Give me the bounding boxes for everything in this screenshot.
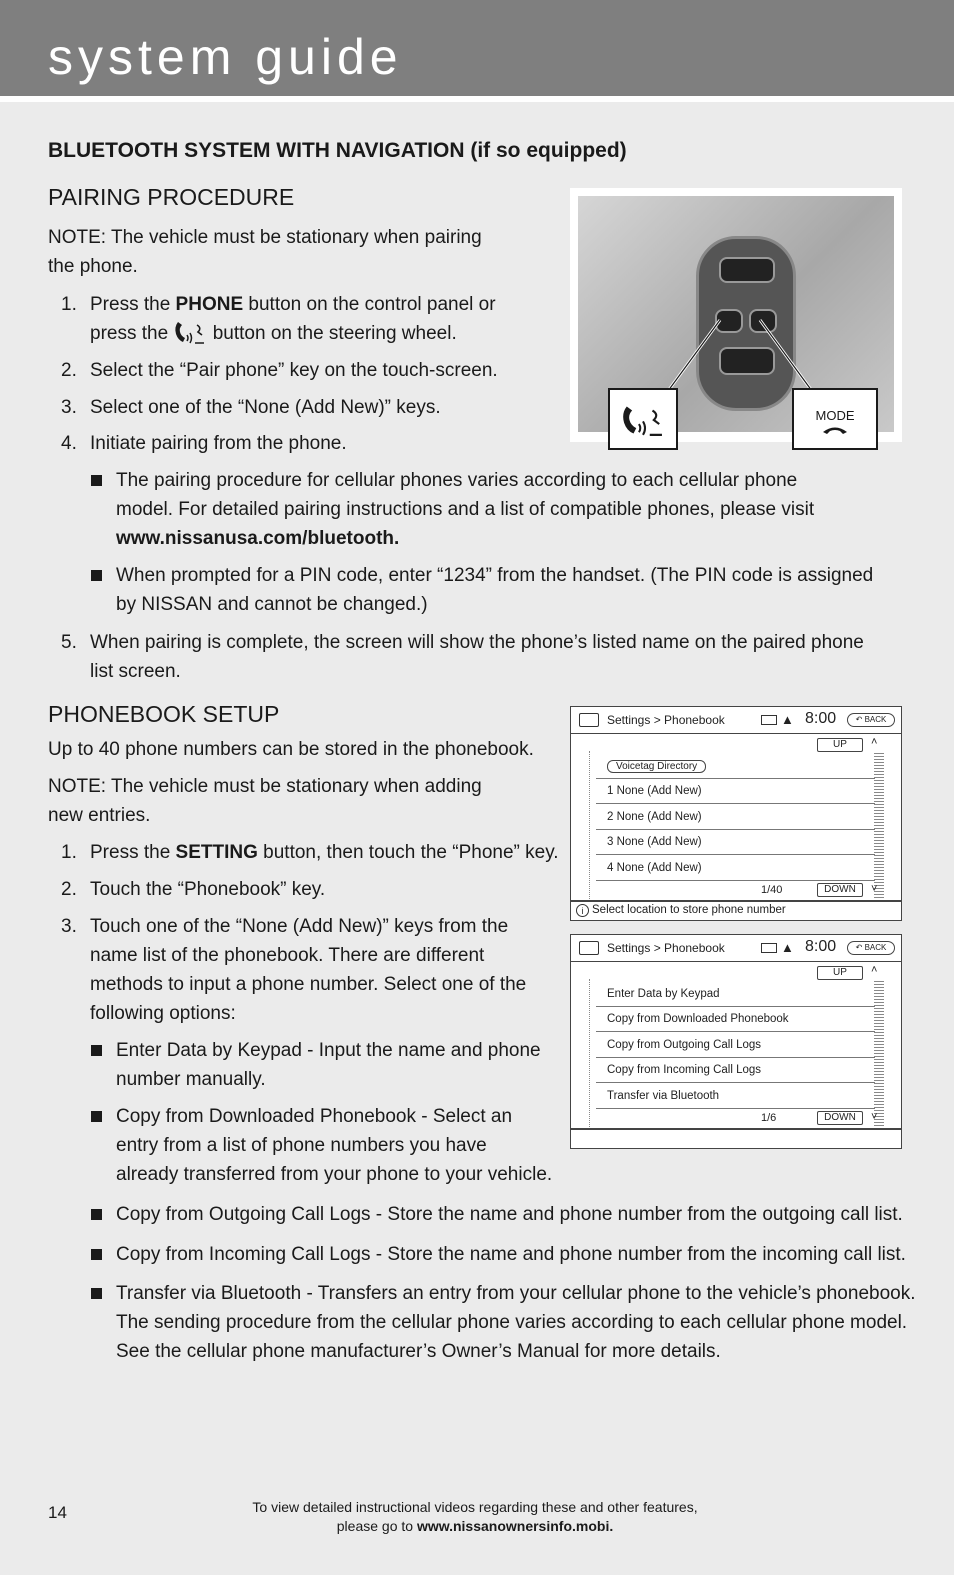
phone-voice-icon: [620, 400, 666, 440]
phonebook-step-3-l1: Touch one of the “None (Add New)” keys from the: [90, 916, 509, 937]
bullet-marker: [91, 1045, 102, 1056]
header-divider: [0, 96, 954, 102]
signal-icon: ▲: [781, 940, 794, 955]
down-chevron-icon[interactable]: ˅: [871, 883, 878, 895]
phonebook-title: PHONEBOOK SETUP: [48, 701, 280, 727]
option-2-l2: entry from a list of phone numbers you have: [116, 1135, 487, 1156]
pairing-num-5: 5.: [61, 632, 77, 653]
step1-text-a: Press the: [90, 294, 176, 315]
footer-note: [240, 1498, 710, 1536]
screen-2-left-scale: [576, 979, 590, 1129]
screen-1-left-scale: [576, 751, 590, 901]
screen-1-status-bar: [571, 707, 901, 734]
step1-text-d: button on the steering wheel.: [212, 323, 457, 344]
screen-1-breadcrumb: Settings > Phonebook: [607, 713, 725, 727]
owners-info-link[interactable]: www.nissanownersinfo.mobi.: [416, 1518, 614, 1534]
talk-callout: [608, 388, 678, 450]
pairing-step-4: Initiate pairing from the phone.: [90, 433, 347, 454]
phonebook-screen-1: [570, 706, 902, 921]
option-5-l1: Transfer via Bluetooth - Transfers an entry from your cellular phone to the vehicle’s phonebook.: [116, 1283, 916, 1304]
down-button[interactable]: DOWN: [817, 1111, 863, 1125]
option-1-l1: Enter Data by Keypad - Input the name and phone: [116, 1040, 541, 1061]
mode-label: MODE: [815, 408, 855, 423]
phonebook-num-3: 3.: [61, 916, 77, 937]
list-item[interactable]: Copy from Incoming Call Logs: [596, 1058, 875, 1083]
pairing-bullet-2-l1: When prompted for a PIN code, enter “1234” from the handset. (The PIN code is assigned: [116, 565, 874, 586]
down-button[interactable]: DOWN: [817, 883, 863, 897]
pb-step1-text-a: Press the: [90, 842, 176, 863]
pairing-step-2: Select the “Pair phone” key on the touch-screen.: [90, 360, 498, 381]
phonebook-step-2: Touch the “Phonebook” key.: [90, 879, 326, 900]
screen-2-scrollbar[interactable]: [874, 979, 884, 1129]
phonebook-screen-2: [570, 934, 902, 1149]
list-item[interactable]: 2 None (Add New): [596, 805, 875, 830]
pairing-num-3: 3.: [61, 397, 77, 418]
option-4: Copy from Incoming Call Logs - Store the name and phone number from the incoming call list.: [116, 1244, 906, 1265]
phone-hangup-icon: [822, 425, 848, 435]
phonebook-intro: Up to 40 phone numbers can be stored in the phonebook.: [48, 739, 534, 760]
pairing-step-3: Select one of the “None (Add New)” keys.: [90, 397, 441, 418]
up-chevron-icon[interactable]: ˄: [871, 964, 878, 976]
bullet-marker: [91, 1111, 102, 1122]
pairing-title: PAIRING PROCEDURE: [48, 184, 295, 210]
up-chevron-icon[interactable]: ˄: [871, 736, 878, 748]
list-item[interactable]: Transfer via Bluetooth: [596, 1084, 875, 1109]
pairing-num-1: 1.: [61, 294, 77, 315]
pairing-note-2: the phone.: [48, 256, 138, 277]
pairing-step-1-cont: [90, 319, 457, 348]
bullet-marker: [91, 475, 102, 486]
pairing-bullet-2-l2: by NISSAN and cannot be changed.): [116, 594, 428, 615]
info-icon: i: [576, 904, 589, 917]
list-item[interactable]: 1 None (Add New): [596, 779, 875, 804]
screen-1-divider: [571, 900, 901, 902]
pairing-step-1: [90, 290, 496, 319]
battery-icon: [761, 715, 777, 725]
step1-text-b: button on the control panel or: [243, 294, 496, 315]
pairing-step-5-l2: list screen.: [90, 661, 181, 682]
screen-1-info-text: Select location to store phone number: [592, 904, 786, 916]
back-button[interactable]: ↶ BACK: [847, 941, 895, 955]
screen-2-time: 8:00: [805, 938, 837, 955]
signal-icon: ▲: [781, 712, 794, 727]
phonebook-note-2: new entries.: [48, 805, 151, 826]
option-1-l2: number manually.: [116, 1069, 266, 1090]
phonebook-step-1: [90, 838, 559, 867]
footer-line-1: To view detailed instructional videos regarding these and other features,: [252, 1499, 698, 1515]
phonebook-num-2: 2.: [61, 879, 77, 900]
up-button[interactable]: UP: [817, 966, 863, 980]
footer-line-2: [240, 1517, 710, 1536]
page-title: system guide: [48, 29, 403, 85]
footer-line-2-text: please go to: [336, 1518, 417, 1534]
option-2-l1: Copy from Downloaded Phonebook - Select an: [116, 1106, 513, 1127]
screen-2-page-indicator: 1/6: [761, 1112, 777, 1124]
phonebook-step-3-l4: following options:: [90, 1003, 236, 1024]
phone-button-label: PHONE: [175, 294, 244, 315]
settings-icon: [579, 941, 599, 955]
phonebook-step-3-l3: methods to input a phone number. Select one of the: [90, 974, 527, 995]
bullet-marker: [91, 1209, 102, 1220]
option-2-l3: already transferred from your phone to your vehicle.: [116, 1164, 553, 1185]
pb-step1-text-b: button, then touch the “Phone” key.: [257, 842, 559, 863]
section-heading: BLUETOOTH SYSTEM WITH NAVIGATION (if so equipped): [48, 139, 627, 162]
screen-2-breadcrumb: Settings > Phonebook: [607, 941, 725, 955]
bluetooth-url-link[interactable]: www.nissanusa.com/bluetooth.: [116, 528, 400, 549]
down-chevron-icon[interactable]: ˅: [871, 1111, 878, 1123]
bullet-marker: [91, 1288, 102, 1299]
pairing-bullet-1-l2: model. For detailed pairing instructions and a list of compatible phones, please visit: [116, 499, 815, 520]
screen-1-page-indicator: 1/40: [761, 884, 783, 896]
setting-button-label: SETTING: [175, 842, 258, 863]
phonebook-note-1: NOTE: The vehicle must be stationary when adding: [48, 776, 482, 797]
screen-1-scrollbar[interactable]: [874, 751, 884, 901]
screen-2-divider: [571, 1128, 901, 1130]
header-bar: [0, 0, 954, 96]
pairing-bullet-1-l1: The pairing procedure for cellular phones varies according to each cellular phone: [116, 470, 798, 491]
back-label: BACK: [864, 715, 887, 724]
list-item[interactable]: Enter Data by Keypad: [596, 982, 875, 1007]
list-item[interactable]: Copy from Downloaded Phonebook: [596, 1007, 875, 1032]
pairing-note-1: NOTE: The vehicle must be stationary when pairing: [48, 227, 482, 248]
list-item[interactable]: 3 None (Add New): [596, 830, 875, 855]
option-3: Copy from Outgoing Call Logs - Store the name and phone number from the outgoing call list.: [116, 1204, 903, 1225]
pairing-step-5-l1: When pairing is complete, the screen will show the phone’s listed name on the paired phone: [90, 632, 864, 653]
battery-icon: [761, 943, 777, 953]
list-item[interactable]: Copy from Outgoing Call Logs: [596, 1033, 875, 1058]
mode-callout: [792, 388, 878, 450]
page-number: 14: [48, 1503, 67, 1522]
phonebook-step-3-l2: name list of the phonebook. There are different: [90, 945, 485, 966]
list-item[interactable]: 4 None (Add New): [596, 856, 875, 881]
phonebook-num-1: 1.: [61, 842, 77, 863]
option-5-l2: The sending procedure from the cellular phone varies according to each cellular phone model.: [116, 1312, 908, 1333]
bullet-marker: [91, 1249, 102, 1260]
option-5-l3: See the cellular phone manufacturer’s Owner’s Manual for more details.: [116, 1341, 721, 1362]
phone-voice-icon: [173, 319, 207, 345]
back-label: BACK: [864, 943, 887, 952]
pairing-num-2: 2.: [61, 360, 77, 381]
screen-2-status-bar: [571, 935, 901, 962]
back-button[interactable]: ↶ BACK: [847, 713, 895, 727]
pairing-num-4: 4.: [61, 433, 77, 454]
up-button[interactable]: UP: [817, 738, 863, 752]
steering-wheel-photo: [570, 188, 902, 442]
screen-1-time: 8:00: [805, 710, 837, 727]
bullet-marker: [91, 570, 102, 581]
voicetag-directory-button[interactable]: Voicetag Directory: [607, 760, 706, 773]
step1-text-c: press the: [90, 323, 169, 344]
list-item[interactable]: [596, 754, 875, 779]
settings-icon: [579, 713, 599, 727]
